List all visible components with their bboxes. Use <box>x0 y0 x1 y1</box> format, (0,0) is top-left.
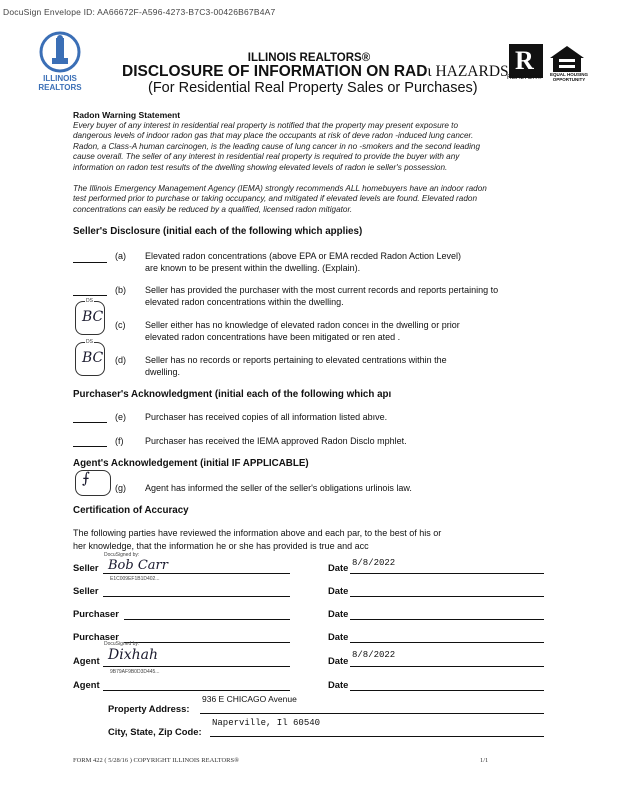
item-a-line2: are known to be present within the dwelling. (Explain). <box>145 263 361 273</box>
iema-line: The Illinois Emergency Management Agency (IEMA) strongly recommends ALL homebuyers have an indoor radon <box>73 184 487 193</box>
purchaser-heading: Purchaser's Acknowledgment (initial each of the following which apı <box>73 389 392 400</box>
iema-paragraph <box>73 184 553 215</box>
document-subtitle: (For Residential Real Property Sales or Purchases) <box>148 80 478 96</box>
date-value-5: 8/8/2022 <box>352 650 396 660</box>
item-letter-a: (a) <box>115 251 126 261</box>
item-d-line2: dwelling. <box>145 367 181 377</box>
city-state-zip-line[interactable] <box>210 736 544 737</box>
agent-label-2: Agent <box>73 679 100 690</box>
item-letter-d: (d) <box>115 355 126 365</box>
warning-line: Radon, a Class-A human carcinogen, is the leading cause of lung cancer in no -smokers and the second leading <box>73 141 481 151</box>
date-label-3: Date <box>328 608 349 619</box>
date-label-5: Date <box>328 655 349 666</box>
seller-initials-c: BC <box>82 309 104 325</box>
seller-docusigned-label: DocuSigned by: <box>104 552 140 558</box>
item-text-f: Purchaser has received the IEMA approved Radon Disclo mphlet. <box>145 436 407 446</box>
item-letter-f: (f) <box>115 436 124 446</box>
purchaser-signature-line-1[interactable] <box>124 619 290 620</box>
title-rest: ι HAZARDS <box>427 63 509 80</box>
seller-disclosure-heading: Seller's Disclosure (initial each of the following which applies) <box>73 226 363 237</box>
city-state-zip-value: Naperville, Il 60540 <box>212 718 321 728</box>
date-line-4[interactable] <box>350 642 544 643</box>
purchaser-label-2: Purchaser <box>73 631 119 642</box>
realtor-word: REALTOR® <box>507 74 542 81</box>
form-footer: FORM 422 ( 5/28/16 ) COPYRIGHT ILLINOIS REALTORS® <box>73 757 240 764</box>
page-number: 1/1 <box>480 757 489 764</box>
certification-line2: her knowledge, that the information he or she has provided is true and acc <box>73 541 369 551</box>
equal-housing-text: EQUAL HOUSING OPPORTUNITY <box>550 72 588 82</box>
item-letter-e: (e) <box>115 412 126 422</box>
seller-label-1: Seller <box>73 562 99 573</box>
item-d-line1: Seller has no records or reports pertaining to elevated centrations within the <box>145 355 447 365</box>
agent-label-1: Agent <box>73 655 100 666</box>
purchaser-signature-line-2[interactable] <box>124 642 290 643</box>
seller-signature-line-2[interactable] <box>103 596 290 597</box>
initials-box-g[interactable] <box>75 470 111 496</box>
org-name: ILLINOIS REALTORS® <box>247 52 371 64</box>
initial-blank-b[interactable] <box>73 295 107 296</box>
realtor-logo <box>509 44 543 78</box>
agent-signature: Dixhah <box>108 647 158 663</box>
agent-signature-id: 9B79AF9B0D3D445... <box>110 669 160 675</box>
certification-heading: Certification of Accuracy <box>73 505 189 516</box>
date-line-3[interactable] <box>350 619 544 620</box>
ds-label-d: DS <box>86 339 93 345</box>
seller-signature: Bob Carr <box>108 558 168 573</box>
date-line-1[interactable] <box>350 573 544 574</box>
date-line-6[interactable] <box>350 690 544 691</box>
property-address-line[interactable] <box>200 713 544 714</box>
agent-initials-g: ⨍ <box>82 469 90 487</box>
warning-line: information on radon test results of the dwelling showing elevated levels of radon ie seller's possession. <box>73 162 448 172</box>
iema-line: test performed prior to purchase or taking occupancy, and mitigated if elevated levels are found. Elevated radon <box>73 194 477 204</box>
realtor-mark: R <box>515 46 534 75</box>
item-text-d <box>145 354 447 378</box>
warning-heading: Radon Warning Statement <box>73 110 181 120</box>
warning-line: Every buyer of any interest in residential real property is notified that the property may present exposure to <box>73 121 459 130</box>
warning-line: dangerous levels of indoor radon gas that may place the occupants at risk of deve radon -induced lung cancer. <box>73 131 474 141</box>
initial-blank-f[interactable] <box>73 446 107 447</box>
item-letter-b: (b) <box>115 285 126 295</box>
docusign-envelope-id: DocuSign Envelope ID: AA66672F-A596-4273-B7C3-00426B67B4A7 <box>3 7 276 17</box>
agent-docusigned-label: DocuSigned by: <box>104 641 140 647</box>
item-b-line1: Seller has provided the purchaser with the most current records and reports pertaining to <box>145 285 499 295</box>
agent-heading: Agent's Acknowledgement (initial IF APPLICABLE) <box>73 458 309 469</box>
iema-line: concentrations can easily be reduced by a qualified, licensed radon mitigator. <box>73 204 353 214</box>
date-value-1: 8/8/2022 <box>352 558 396 568</box>
title-main: DISCLOSURE OF INFORMATION ON RAD <box>122 63 428 80</box>
logo-text-illinois: ILLINOIS <box>43 74 77 83</box>
initial-blank-a[interactable] <box>73 262 107 263</box>
seller-signature-id: E1C009EF1B1D402... <box>110 576 160 582</box>
warning-line: cause overall. The seller of any interest in residential real property is required to provide the buyer with any <box>73 152 460 162</box>
agent-signature-line-1[interactable] <box>103 666 290 667</box>
date-label-1: Date <box>328 562 349 573</box>
item-text-b <box>145 284 498 308</box>
initial-blank-e[interactable] <box>73 422 107 423</box>
item-b-line2: elevated radon concentrations within the dwelling. <box>145 297 344 307</box>
date-label-6: Date <box>328 679 349 690</box>
city-state-zip-label: City, State, Zip Code: <box>108 726 202 737</box>
item-text-a <box>145 250 461 274</box>
document-title <box>122 63 509 81</box>
item-letter-c: (c) <box>115 320 126 330</box>
seller-initials-d: BC <box>82 350 104 366</box>
date-label-2: Date <box>328 585 349 596</box>
item-text-c <box>145 319 460 343</box>
item-a-line1: Elevated radon concentrations (above EPA or EMA recded Radon Action Level) <box>145 251 462 261</box>
logo-text-realtors: REALTORS <box>38 83 82 92</box>
date-line-5[interactable] <box>350 666 544 667</box>
ds-label-c: DS <box>86 298 93 304</box>
purchaser-label-1: Purchaser <box>73 608 119 619</box>
item-c-line1: Seller either has no knowledge of elevated radon conceı in the dwelling or prior <box>145 320 460 330</box>
item-text-g: Agent has informed the seller of the seller's obligations urlinois law. <box>145 483 412 493</box>
property-address-value: 936 E CHICAGO Avenue <box>202 694 297 704</box>
certification-text <box>73 527 441 553</box>
certification-line1: The following parties have reviewed the information above and each par, to the best of his or <box>73 528 442 538</box>
item-text-e: Purchaser has received copies of all information listed abıve. <box>145 412 388 422</box>
item-c-line2: elevated radon concentrations have been mitigated or ren ated . <box>145 332 401 342</box>
date-label-4: Date <box>328 631 349 642</box>
seller-signature-line-1[interactable] <box>103 573 290 574</box>
date-line-2[interactable] <box>350 596 544 597</box>
property-address-label: Property Address: <box>108 703 190 714</box>
agent-signature-line-2[interactable] <box>103 690 290 691</box>
seller-label-2: Seller <box>73 585 99 596</box>
warning-paragraph <box>73 121 553 173</box>
item-letter-g: (g) <box>115 483 126 493</box>
